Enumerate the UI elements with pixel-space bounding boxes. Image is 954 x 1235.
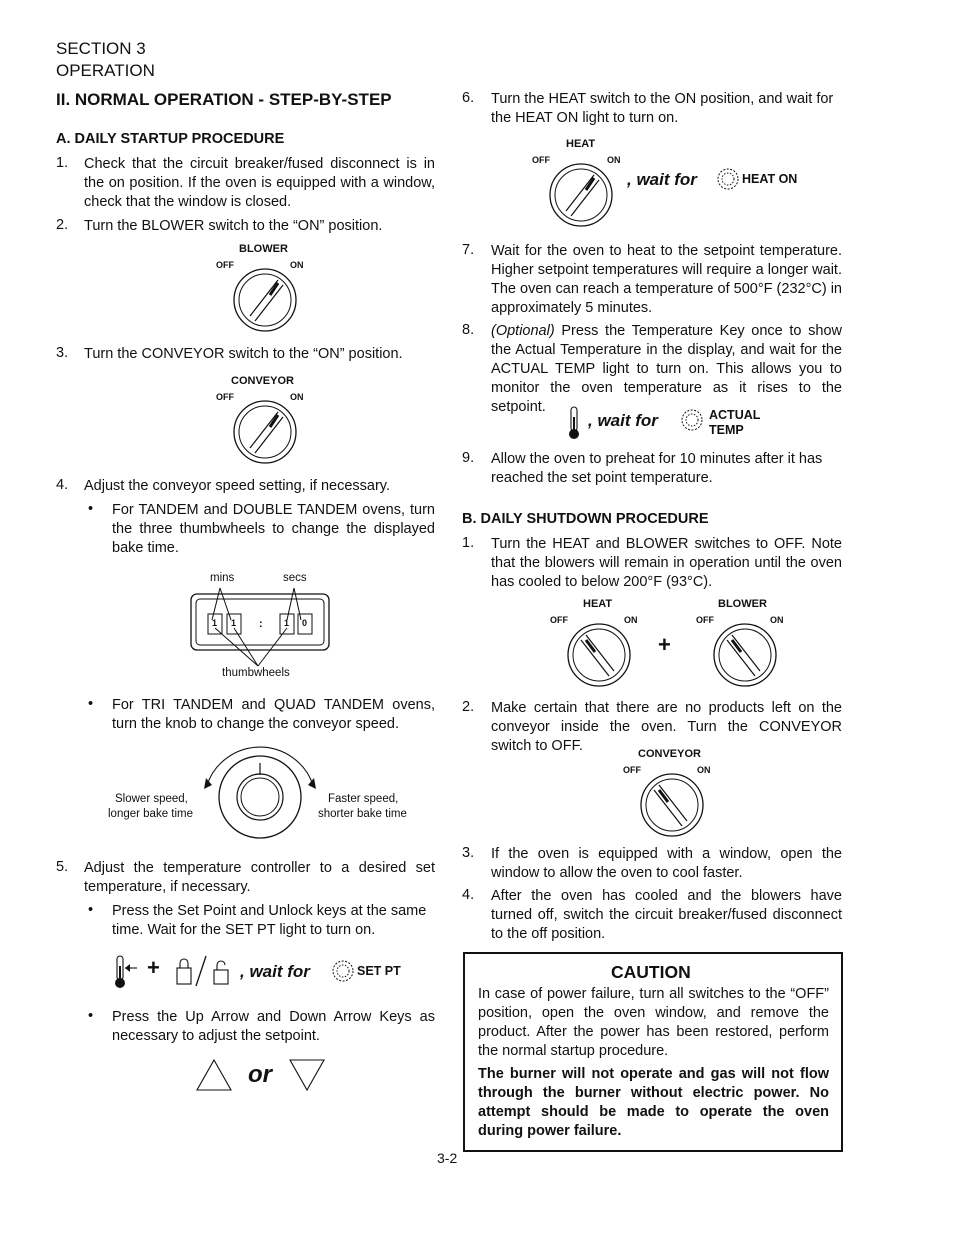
thermometer-key-icon	[566, 405, 582, 441]
set-pt-light-icon	[331, 959, 355, 983]
speed-knob-icon	[200, 745, 322, 847]
caution-text: In case of power failure, turn all switches to the “OFF” position, open the oven window, and remove the product. After the power has been restored, perform the normal startup procedure.	[478, 986, 829, 1059]
section-label: SECTION 3	[56, 39, 146, 58]
off-label: OFF	[696, 615, 714, 625]
on-label: ON	[607, 155, 621, 165]
or-text: or	[248, 1061, 272, 1088]
bullet-tandem: For TANDEM and DOUBLE TANDEM ovens, turn the three thumbwheels to change the displayed bake time.	[112, 502, 435, 556]
shutdown-step-3: If the oven is equipped with a window, open the window to allow the oven to cool faster.	[491, 846, 842, 881]
off-label: OFF	[550, 615, 568, 625]
on-label: ON	[697, 765, 711, 775]
shutdown-step-4: After the oven has cooled and the blowers have turned off, switch the circuit breaker/fused disconnect to the off position.	[491, 888, 842, 942]
actual-temp-light-icon	[680, 408, 704, 432]
step-8-text: Press the Temperature Key once to show the Actual Temperature in the display, and wait for the ACTUAL TEMP light to turn on. This allows you to monitor the oven temperature as it rises to the setpoint.	[491, 323, 842, 415]
section-title: OPERATION	[56, 61, 155, 80]
faster-speed-label: Faster speed,	[328, 793, 399, 805]
slower-speed-label: Slower speed,	[115, 793, 188, 805]
caution-bold-text: The burner will not operate and gas will not flow through the burner without electric power. No attempt should be made to operate the oven during power failure.	[478, 1066, 829, 1139]
bullet: •	[88, 902, 94, 918]
optional-label: (Optional)	[491, 323, 555, 339]
step-number: 8.	[462, 322, 475, 338]
heat-switch-off-knob-icon	[566, 623, 632, 687]
step-number: 9.	[462, 450, 475, 466]
off-label: OFF	[532, 155, 550, 165]
on-label: ON	[290, 260, 304, 270]
step-number: 1.	[462, 535, 475, 551]
step-number: 2.	[462, 699, 475, 715]
wait-for-text: , wait for	[588, 411, 658, 430]
thumbwheel-digit: 1	[212, 618, 218, 628]
mins-label: mins	[210, 572, 235, 584]
conveyor-switch-off-knob-icon	[639, 773, 705, 837]
main-heading: II. NORMAL OPERATION - STEP-BY-STEP	[56, 90, 392, 109]
startup-heading: A. DAILY STARTUP PROCEDURE	[56, 131, 285, 147]
blower-switch-label: BLOWER	[239, 243, 288, 255]
up-arrow-key-icon[interactable]	[195, 1058, 233, 1092]
actual-label: ACTUAL	[709, 408, 761, 422]
thumbwheel-digit: 0	[302, 618, 308, 628]
off-label: OFF	[216, 260, 234, 270]
step-number: 2.	[56, 217, 69, 233]
heat-on-label: HEAT ON	[742, 172, 798, 186]
startup-step-3: Turn the CONVEYOR switch to the “ON” position.	[84, 346, 403, 362]
blower-switch-label: BLOWER	[718, 598, 767, 610]
bullet-arrows: Press the Up Arrow and Down Arrow Keys as necessary to adjust the setpoint.	[112, 1009, 435, 1044]
bullet: •	[88, 501, 94, 517]
startup-step-7: Wait for the oven to heat to the setpoint temperature. Higher setpoint temperatures will require a longer wait. The oven can reach a temperature of 500°F (232°C) in approximately 5 minutes.	[491, 243, 842, 316]
conveyor-switch-knob-icon	[232, 400, 298, 464]
bullet-tri-tandem: For TRI TANDEM and QUAD TANDEM ovens, turn the knob to change the conveyor speed.	[112, 697, 435, 732]
shutdown-step-1: Turn the HEAT and BLOWER switches to OFF. Note that the blowers will remain in operation until the oven has cooled to below 200°F (93°C).	[491, 536, 842, 590]
off-label: OFF	[623, 765, 641, 775]
blower-switch-off-knob-icon	[712, 623, 778, 687]
secs-label: secs	[283, 572, 307, 584]
set-pt-label: SET PT	[357, 964, 401, 978]
step-number: 6.	[462, 90, 475, 106]
startup-step-9: Allow the oven to preheat for 10 minutes after it has reached the set point temperature.	[491, 451, 823, 486]
longer-bake-label: longer bake time	[108, 808, 194, 820]
startup-step-1: Check that the circuit breaker/fused disconnect is in the on position. If the oven is equipped with a window, check that the window is closed.	[84, 156, 435, 210]
conveyor-switch-label: CONVEYOR	[638, 748, 701, 760]
bullet-setpoint: Press the Set Point and Unlock keys at the same time. Wait for the SET PT light to turn on.	[112, 903, 427, 938]
thumbwheel-colon: :	[259, 618, 263, 630]
heat-on-light-icon	[716, 167, 740, 191]
step-number: 3.	[462, 845, 475, 861]
heat-switch-knob-icon	[548, 163, 614, 227]
thermometer-key-icon	[112, 954, 142, 990]
caution-box	[463, 952, 843, 1152]
down-arrow-key-icon[interactable]	[288, 1058, 326, 1092]
startup-step-6: Turn the HEAT switch to the ON position, and wait for the HEAT ON light to turn on.	[491, 91, 834, 126]
heat-switch-label: HEAT	[583, 598, 613, 610]
page-number: 3-2	[437, 1150, 458, 1166]
step-number: 4.	[462, 887, 475, 903]
startup-step-2: Turn the BLOWER switch to the “ON” position.	[84, 218, 383, 234]
step-number: 4.	[56, 477, 69, 493]
on-label: ON	[290, 392, 304, 402]
shorter-bake-label: shorter bake time	[318, 808, 407, 820]
conveyor-switch-label: CONVEYOR	[231, 375, 294, 387]
temp-label: TEMP	[709, 423, 744, 437]
startup-step-4: Adjust the conveyor speed setting, if necessary.	[84, 478, 391, 494]
on-label: ON	[770, 615, 784, 625]
on-label: ON	[624, 615, 638, 625]
thumbwheels-caption: thumbwheels	[222, 667, 290, 679]
unlock-key-icon	[174, 954, 232, 988]
step-number: 3.	[56, 345, 69, 361]
thumbwheel-digit: 1	[284, 618, 290, 628]
shutdown-heading: B. DAILY SHUTDOWN PROCEDURE	[462, 511, 709, 527]
caution-title: CAUTION	[611, 962, 691, 982]
step-number: 7.	[462, 242, 475, 258]
shutdown-step-2: Make certain that there are no products left on the conveyor inside the oven. Turn the CONVEYOR switch to OFF.	[491, 700, 842, 754]
bullet: •	[88, 1008, 94, 1024]
step-number: 5.	[56, 859, 69, 875]
bullet: •	[88, 696, 94, 712]
startup-step-8	[491, 322, 842, 417]
wait-for-text: , wait for	[627, 170, 697, 189]
wait-for-text: , wait for	[240, 962, 310, 981]
thumbwheel-digit: 1	[231, 618, 237, 628]
page-header	[56, 38, 155, 82]
heat-switch-label: HEAT	[566, 138, 596, 150]
plus-sign: +	[147, 955, 160, 980]
plus-sign: +	[658, 632, 671, 657]
blower-switch-knob-icon	[232, 268, 298, 332]
step-number: 1.	[56, 155, 69, 171]
off-label: OFF	[216, 392, 234, 402]
startup-step-5: Adjust the temperature controller to a desired set temperature, if necessary.	[84, 860, 435, 895]
